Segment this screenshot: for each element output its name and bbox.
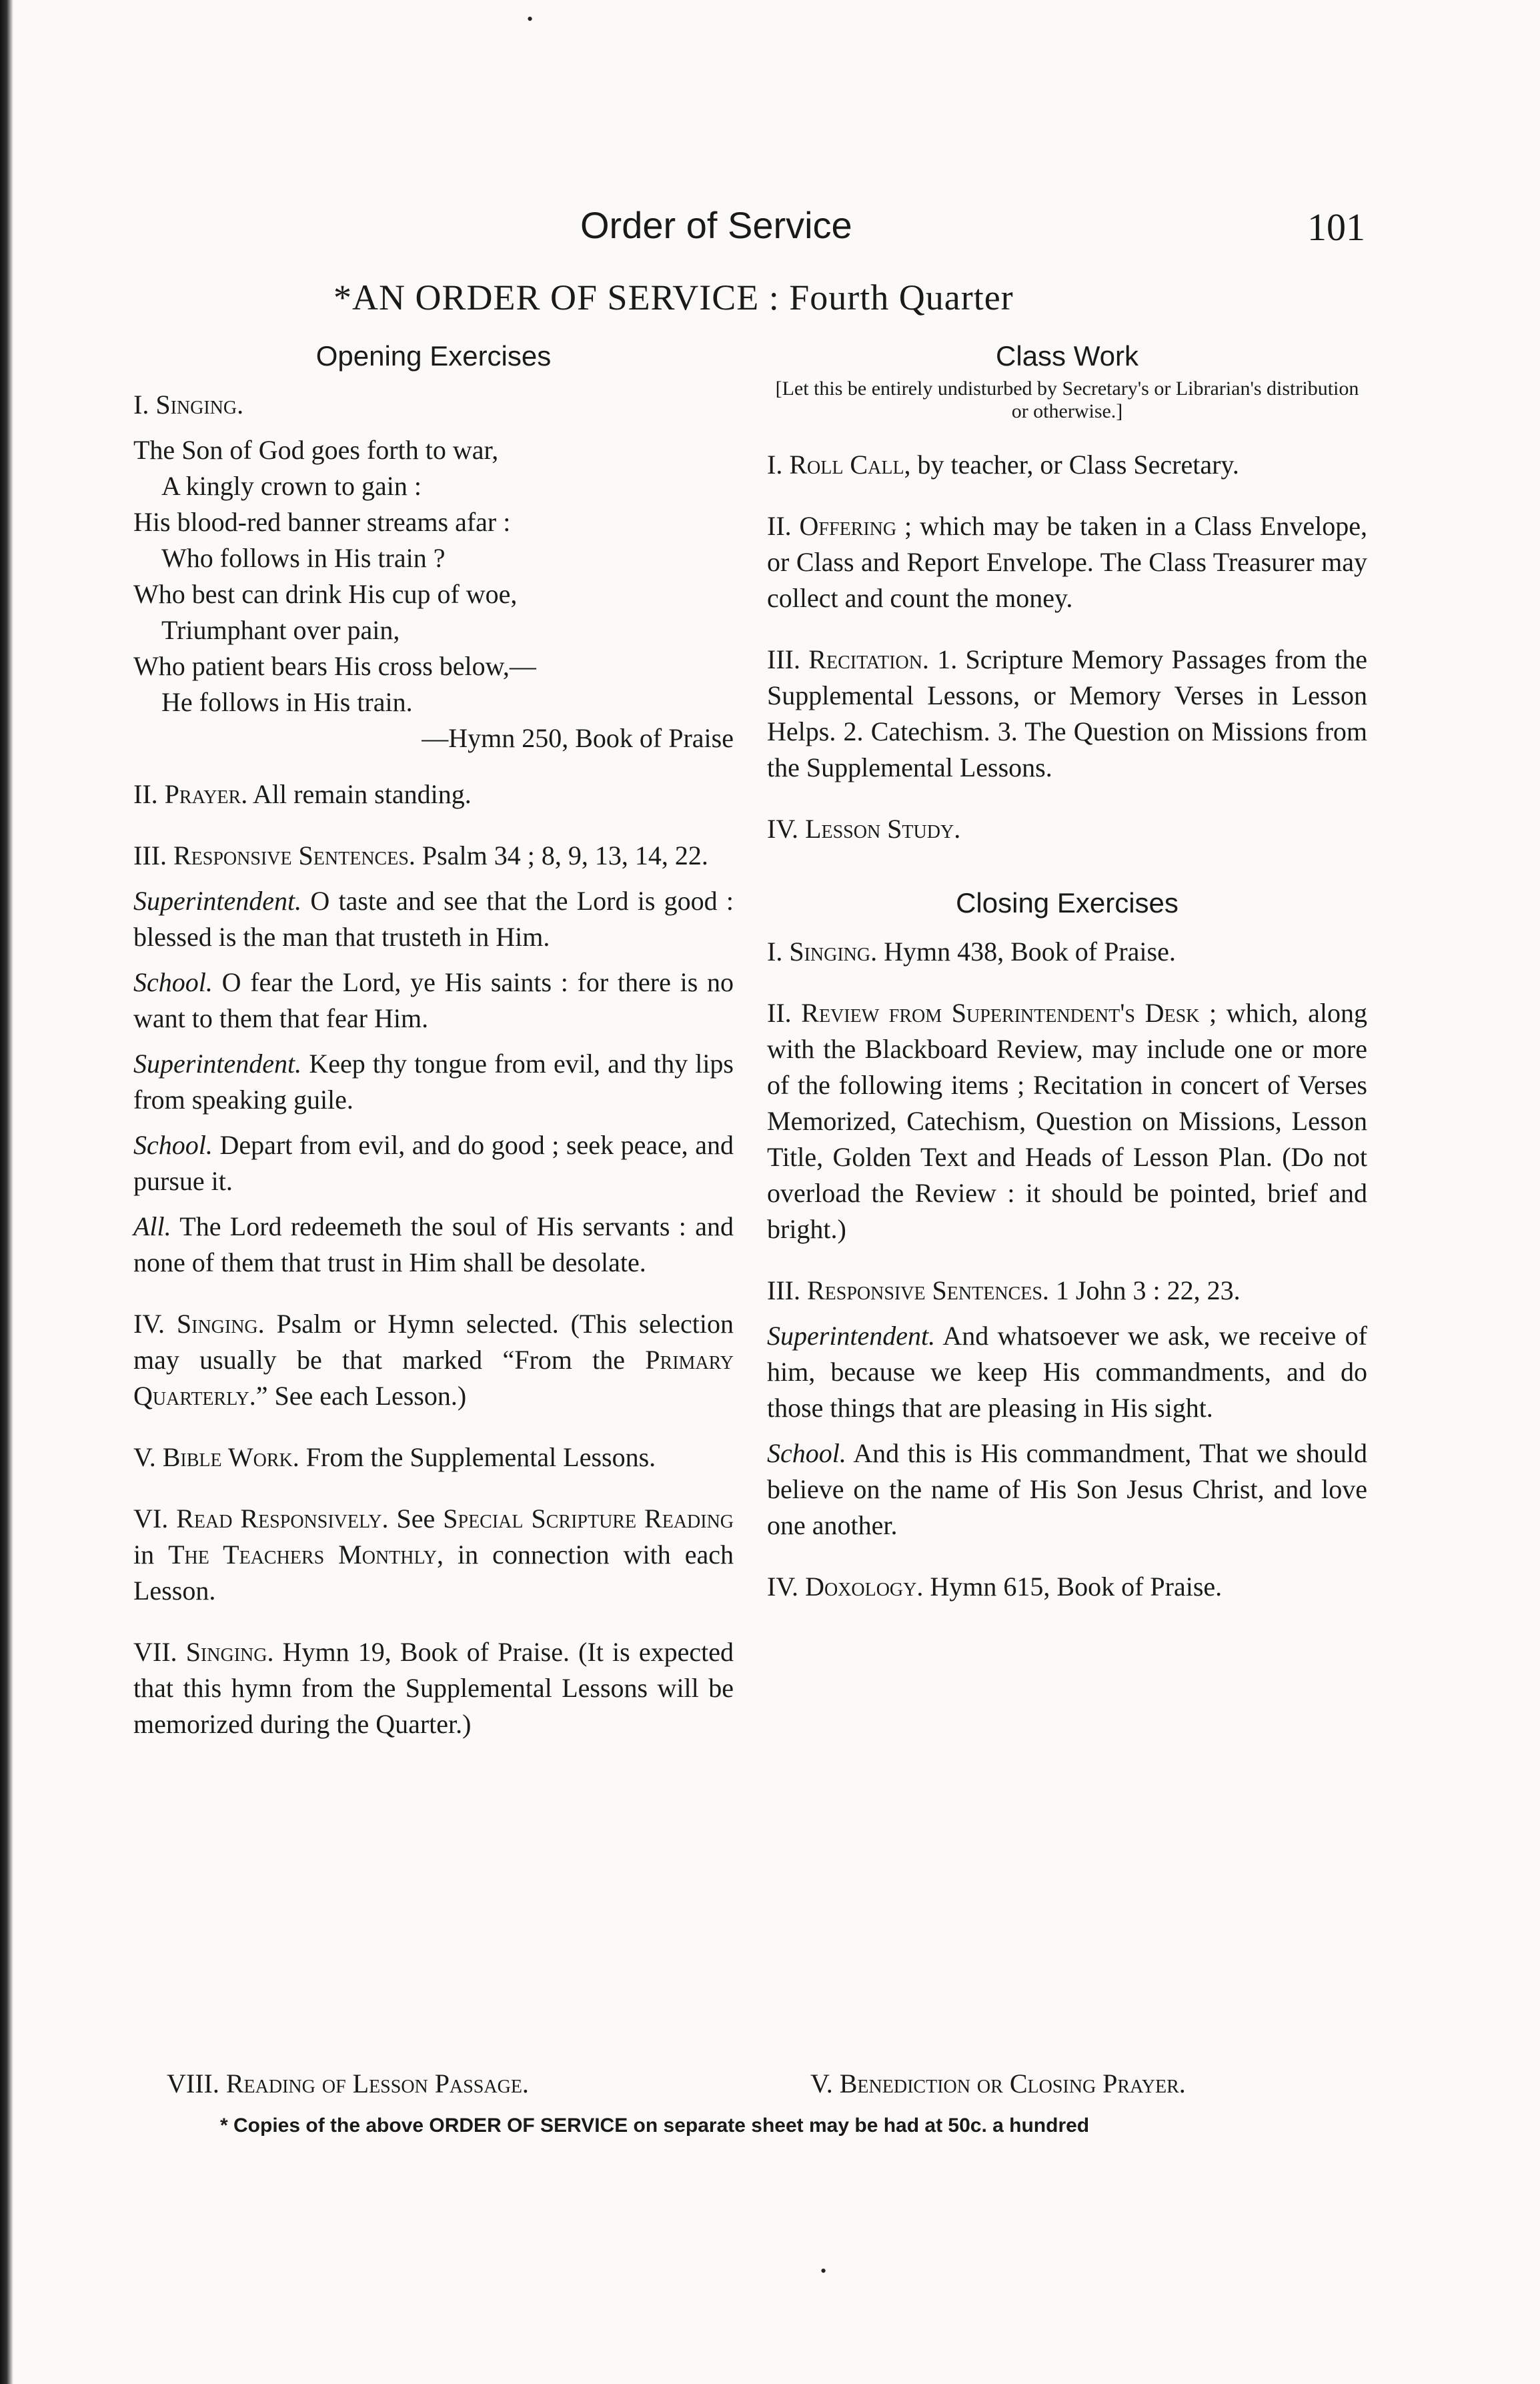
hymn-verse (133, 432, 734, 756)
lesson-study-item: IV. Lesson Study. (767, 814, 961, 844)
page-number: 101 (1307, 205, 1365, 249)
read-responsively-item: VI. Read Responsively. See Special Scripture Reading in The Teachers Monthly, in connection with each Lesson. (133, 1504, 734, 1606)
response-line: School. And this is His commandment, That we should believe on the name of His Son Jesus Christ, and love one another. (767, 1438, 1367, 1540)
running-title: Order of Service (580, 204, 852, 246)
hymn-line: The Son of God goes forth to war, (133, 435, 499, 465)
class-work-note: [Let this be entirely undisturbed by Secretary's or Librarian's distribution or otherwise.] (775, 378, 1359, 422)
reading-lesson-passage-item: VIII. Reading of Lesson Passage. (167, 2068, 529, 2099)
response-line: School. O fear the Lord, ye His saints : for there is no want to them that fear Him. (133, 967, 734, 1033)
hymn-line: He follows in His train. (161, 687, 413, 717)
print-speck: • (527, 9, 534, 29)
response-line: School. Depart from evil, and do good ; seek peace, and pursue it. (133, 1130, 734, 1196)
singing-hymn-19-item: VII. Singing. Hymn 19, Book of Praise. (It is expected that this hymn from the Supplemental Lessons will be memorized during the Quarter.) (133, 1637, 734, 1739)
footnote: * Copies of the above ORDER OF SERVICE on separate sheet may be had at 50c. a hundred (220, 2115, 1090, 2137)
bible-work-item: V. Bible Work. From the Supplemental Lessons. (133, 1442, 656, 1472)
opening-singing-item: I. Singing. (133, 390, 244, 420)
review-item: II. Review from Superintendent's Desk ; which, along with the Blackboard Review, may include one or more of the following items ; Recitation in concert of Verses Memorized, Catechism, Question on Missions, Lesson Title, Golden Text and Heads of Lesson Plan. (Do not overload the Review : it should be pointed, brief and bright.) (767, 998, 1368, 1244)
closing-responsive-item: III. Responsive Sentences. 1 John 3 : 22, 23. (767, 1275, 1241, 1305)
hymn-line: His blood-red banner streams afar : (133, 507, 511, 537)
responsive-sentences-item: III. Responsive Sentences. Psalm 34 ; 8, 9, 13, 14, 22. (133, 840, 708, 870)
right-column (767, 340, 1367, 1630)
page-spine-shadow (0, 0, 13, 2384)
response-line: Superintendent. O taste and see that the Lord is good : blessed is the man that trusteth in Him. (133, 886, 734, 952)
hymn-line: A kingly crown to gain : (161, 471, 422, 501)
closing-exercises-heading: Closing Exercises (956, 887, 1179, 919)
prayer-item: II. Prayer. All remain standing. (133, 779, 472, 809)
closing-singing-item: I. Singing. Hymn 438, Book of Praise. (767, 937, 1176, 967)
hymn-line: Who patient bears His cross below,— (133, 651, 536, 681)
page-header (0, 203, 1540, 263)
recitation-item: III. Recitation. 1. Scripture Memory Passages from the Supplemental Lessons, or Memory Verses in Lesson Helps. 2. Catechism. 3. The Question on Missions from the Supplemental Lessons. (767, 644, 1367, 782)
left-column (133, 340, 734, 1768)
print-speck: • (820, 2261, 827, 2281)
doxology-item: IV. Doxology. Hymn 615, Book of Praise. (767, 1572, 1223, 1602)
offering-item: II. Offering ; which may be taken in a Class Envelope, or Class and Report Envelope. The Class Treasurer may collect and count the money. (767, 511, 1367, 613)
opening-exercises-heading: Opening Exercises (315, 340, 552, 372)
hymn-line: Triumphant over pain, (161, 615, 400, 645)
response-line: All. The Lord redeemeth the soul of His servants : and none of them that trust in Him shall be desolate. (133, 1211, 734, 1277)
hymn-line: Who follows in His train ? (161, 543, 446, 573)
main-title: *AN ORDER OF SERVICE : Fourth Quarter (333, 277, 1014, 318)
response-line: Superintendent. And whatsoever we ask, we receive of him, because we keep His commandments, and do those things that are pleasing in His sight. (767, 1321, 1367, 1423)
benediction-item: V. Benediction or Closing Prayer. (810, 2068, 1186, 2099)
roll-call-item: I. Roll Call, by teacher, or Class Secretary. (767, 450, 1239, 480)
singing-selected-item: IV. Singing. Psalm or Hymn selected. (This selection may usually be that marked “From the Primary Quarterly.” See each Lesson.) (133, 1309, 734, 1411)
hymn-citation: —Hymn 250, Book of Praise (422, 723, 734, 753)
class-work-heading: Class Work (996, 340, 1138, 372)
response-line: Superintendent. Keep thy tongue from evil, and thy lips from speaking guile. (133, 1049, 734, 1115)
hymn-line: Who best can drink His cup of woe, (133, 579, 518, 609)
final-items-row (133, 2068, 1401, 2108)
